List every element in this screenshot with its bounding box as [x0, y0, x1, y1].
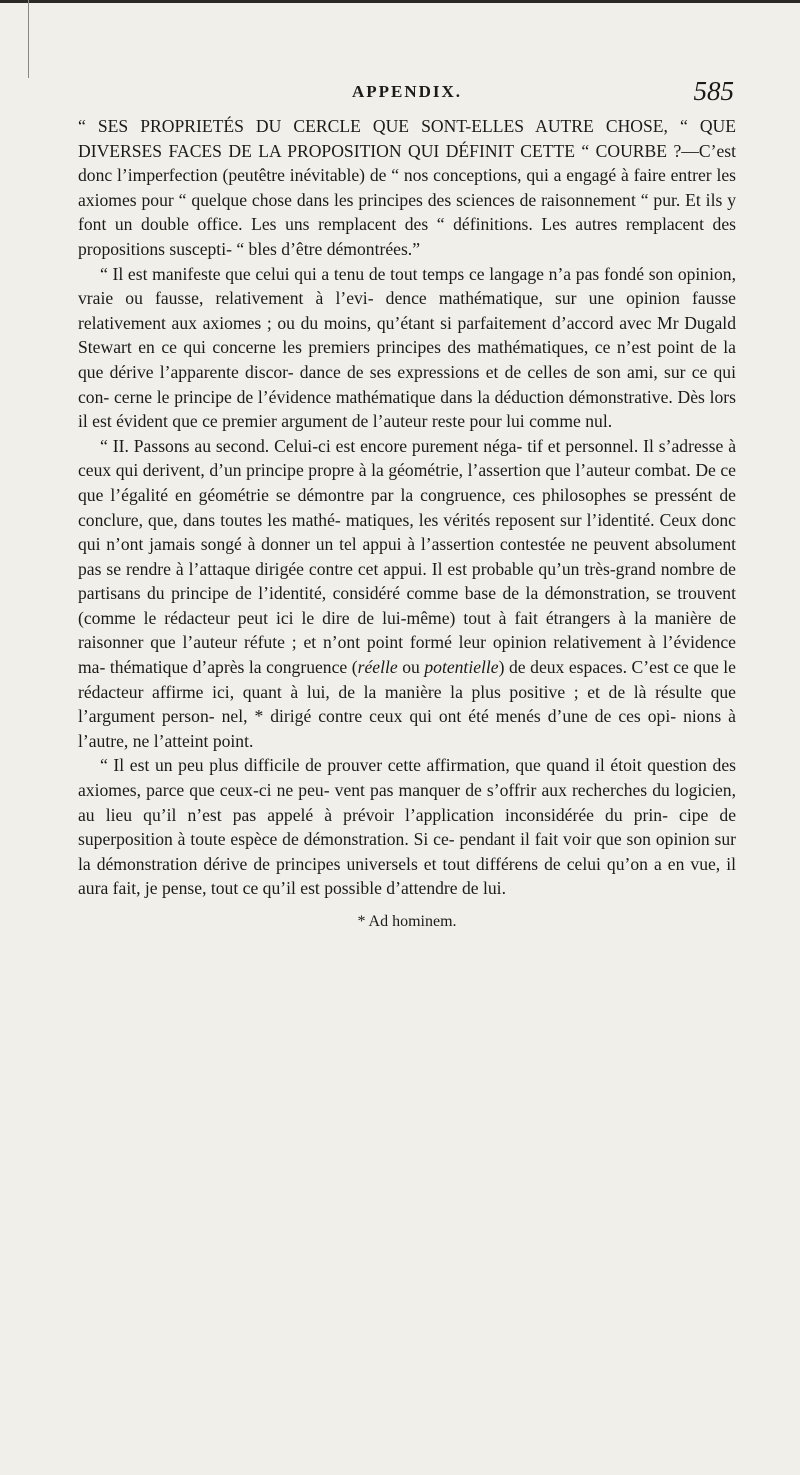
italic-term-reelle: réelle: [357, 657, 398, 678]
paragraph-quoted-conclusion: “ SES PROPRIETÉS DU CERCLE QUE SONT-ELLES AUTRE CHOSE, “ QUE DIVERSES FACES DE LA PROPOSITION QUI DÉFINIT CETTE “ COURBE ?—C’est donc l’imperfection (peutêtre inévitable) de “ nos conceptions, qui a engagé à faire entrer les axiomes pour “ quelque chose dans les principes des sciences de raisonnement “ pur. Et ils y font un double office. Les uns remplacent des “ définitions. Les autres remplacent des propositions suscepti- “ bles d’être démontrées.”: [78, 116, 736, 259]
running-head: [78, 74, 736, 108]
top-border-rule: [0, 0, 800, 3]
left-margin-rule: [28, 0, 29, 78]
running-title: APPENDIX.: [351, 82, 463, 101]
paragraph-second-argument-text-before: “ II. Passons au second. Celui-ci est encore purement néga- tif et personnel. Il s’adresse à ceux qui derivent, d’un principe propre à la géométrie, l’assertion que l’auteur combat. De ce que l’égalité en géométrie se démontre par la congruence, ces philosophes se pressént de conclure, que, dans toutes les mathé- matiques, les vérités reposent sur l’identité. Ceux donc qui n’ont jamais songé à donner un tel appui à l’assertion contestée ne peuvent absolument pas se rendre à l’attaque dirigée contre cet appui. Il est probable qu’un très-grand nombre de partisans du principe de l’identité, considéré comme base de la démonstration, se trouvent (comme le rédacteur peut ici le dire de lui-même) tout à fait étrangers à la manière de raisonner que l’auteur réfute ; et n’ont point formé leur opinion relativement à l’évidence ma- thématique d’après la congruence (: [78, 435, 736, 678]
paragraph-first-argument: “ Il est manifeste que celui qui a tenu de tout temps ce langage n’a pas fondé son opinion, vraie ou fausse, relativement à l’evi- dence mathématique, sur une opinion fausse relativement aux axiomes ; ou du moins, qu’étant si parfaitement d’accord avec Mr Dugald Stewart en ce qui concerne les premiers principes des mathématiques, ce n’est point de la que dérive l’apparente discor- dance de ses expressions et de celles de son ami, sur ce qui con- cerne le principe de l’évidence mathématique dans la déduction démonstrative. Dès lors il est évident que ce premier argument de l’auteur reste pour lui comme nul.: [78, 263, 736, 432]
paragraph-second-argument-text-after: ) de deux espaces. C’est ce que le rédacteur affirme ici, quant à lui, de la manière la plus positive ; et de là résulte que l’argument person- nel, * dirigé contre ceux qui ont été menés d’une de ces opi- nions à l’autre, ne l’atteint point.: [78, 657, 736, 751]
paragraph-superposition: “ Il est un peu plus difficile de prouver cette affirmation, que quand il étoit question des axiomes, parce que ceux-ci ne peu- vent pas manquer de s’offrir aux recherches du logicien, au lieu qu’il n’est pas appelé à prévoir l’application inconsidérée du prin- cipe de superposition à toute espèce de démonstration. Si ce- pendant il fait voir que son opinion sur la démonstration dérive de principes universels et tout différens de celui qu’on a en vue, il aura fait, je pense, tout ce qu’il est possible d’attendre de lui.: [78, 755, 736, 899]
page-number: 585: [693, 76, 734, 106]
italic-term-potentielle: potentielle: [424, 657, 499, 678]
body-text: [78, 114, 736, 901]
paragraph-second-argument: [78, 434, 736, 754]
paragraph-second-argument-text-mid: ou: [397, 657, 425, 678]
footnote: * Ad hominem.: [357, 913, 457, 930]
book-page: [78, 74, 736, 931]
